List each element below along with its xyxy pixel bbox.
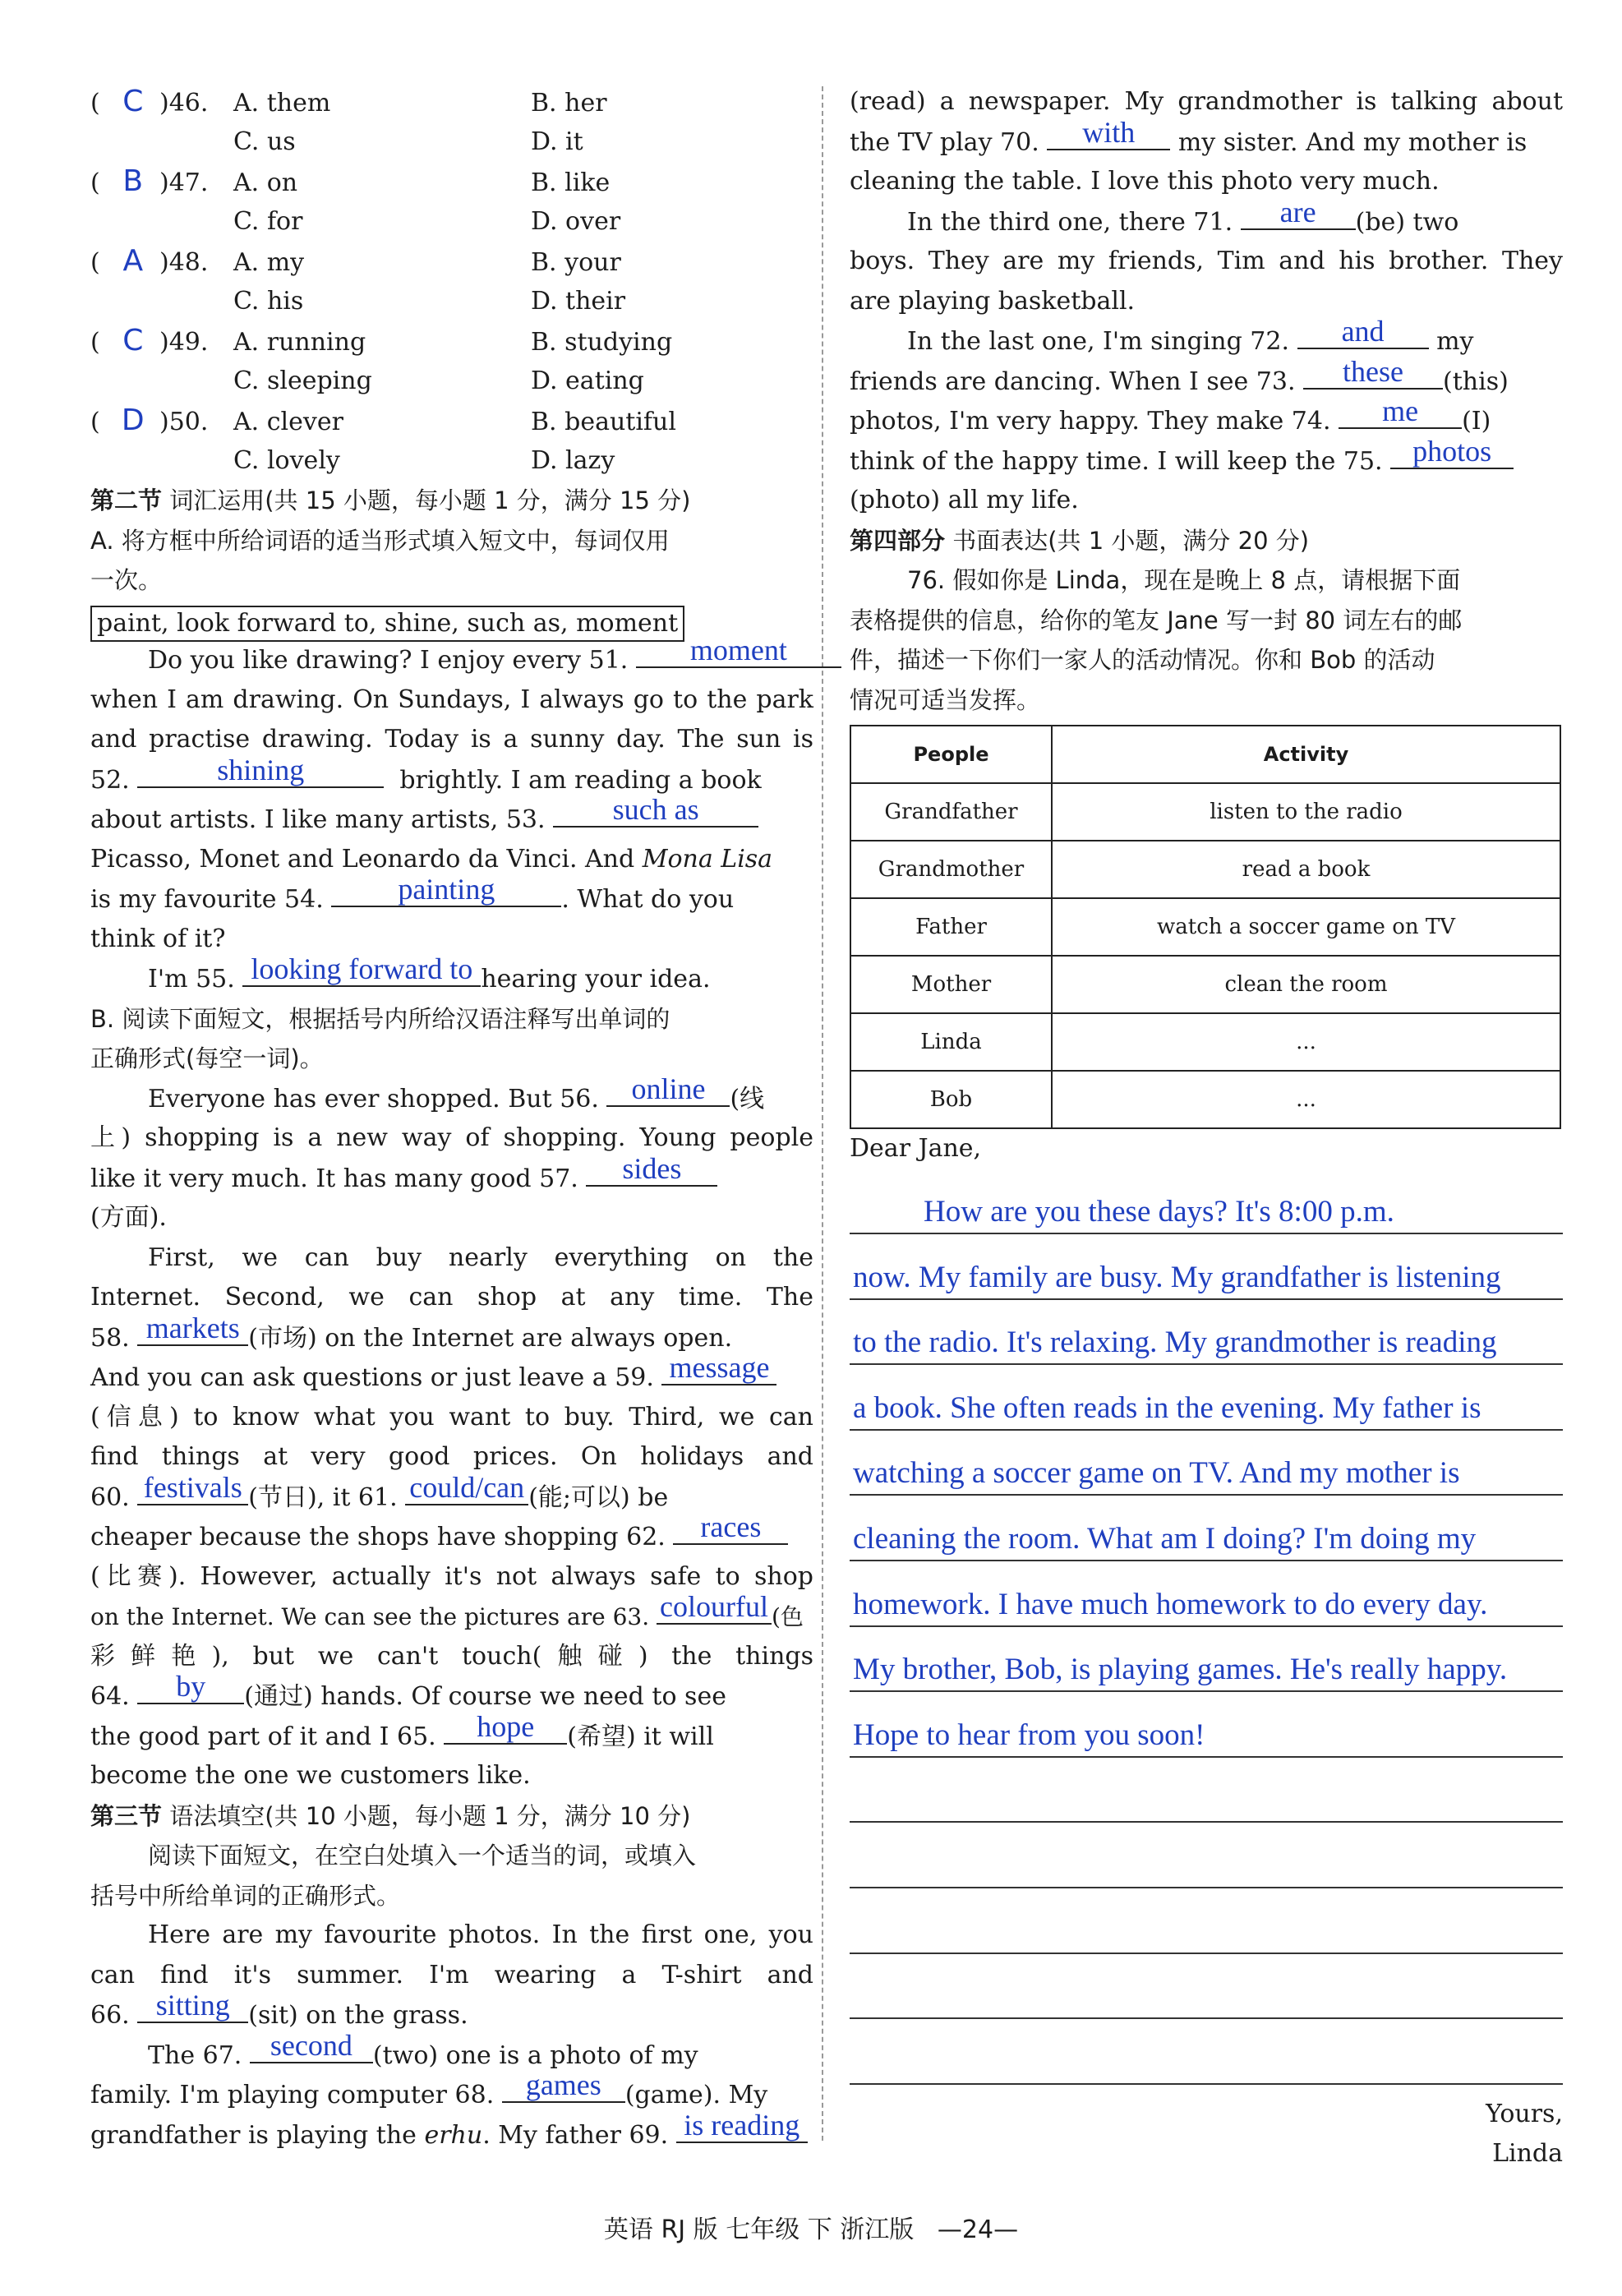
mc-option: A. my — [233, 248, 305, 277]
mc-number: )46. — [159, 89, 209, 118]
answer-blank-51: moment — [636, 640, 841, 668]
answer-blank-70: with — [1047, 122, 1170, 150]
text-line: I'm 55. looking forward to hearing your idea. — [148, 952, 711, 994]
mc-option: C. sleeping — [233, 366, 372, 395]
instruction: B. 阅读下面短文，根据括号内所给汉语注释写出单词的 — [90, 1004, 670, 1033]
page-footer — [0, 2209, 1622, 2245]
text-line: and practise drawing. Today is a sunny day. The sun is — [90, 725, 813, 754]
mc-number: )47. — [159, 168, 209, 197]
table-row — [850, 841, 1560, 898]
essay-line: a book. She often reads in the evening. My father is — [850, 1365, 1563, 1431]
text-line: (比赛). However, actually it's not always safe to shop — [90, 1561, 813, 1591]
table-cell: read a book — [1052, 841, 1560, 898]
mc-option: C. for — [233, 206, 303, 236]
essay-line: cleaning the room. What am I doing? I'm doing my — [850, 1496, 1563, 1561]
instruction: 76. 假如你是 Linda，现在是晚上 8 点，请根据下面 — [907, 566, 1461, 594]
mc-option: B. your — [531, 248, 621, 277]
section-heading: 第二节 词汇运用(共 15 小题，每小题 1 分，满分 15 分) — [90, 486, 691, 514]
answer-blank-52: shining — [137, 760, 384, 788]
answer-blank-69: is reading — [676, 2115, 808, 2143]
text-line: think of it? — [90, 924, 226, 953]
text-line: about artists. I like many artists, 53. such as — [90, 800, 813, 840]
mc-option: B. like — [531, 168, 611, 197]
text-line: the good part of it and I 65. hope (希望) it will — [90, 1709, 714, 1751]
mc-answer: C — [122, 85, 144, 118]
answer-blank-65: hope — [444, 1717, 567, 1745]
answer-blank-67: second — [250, 2036, 373, 2063]
text-line: is my favourite 54. painting . What do you — [90, 873, 735, 914]
page-number: —24— — [937, 2215, 1019, 2244]
table-cell: Mother — [850, 956, 1052, 1013]
right-column — [850, 82, 1563, 2174]
text-line: family. I'm playing computer 68. games (game). My — [90, 2068, 768, 2109]
answer-blank-68: games — [502, 2075, 625, 2103]
left-column — [90, 82, 813, 2155]
table-cell: watch a soccer game on TV — [1052, 898, 1560, 956]
essay-line: Hope to hear from you soon! — [850, 1692, 1563, 1758]
answer-blank-53: such as — [553, 800, 758, 828]
table-row — [850, 1013, 1560, 1071]
essay-line: watching a soccer game on TV. And my mother is — [850, 1431, 1563, 1496]
text-line: grandfather is playing the erhu. My father 69. is reading — [90, 2115, 813, 2155]
mc-option: D. eating — [531, 366, 644, 395]
instruction: 括号中所给单词的正确形式。 — [90, 1881, 401, 1910]
essay-line — [850, 1888, 1563, 1954]
answer-blank-58: markets — [137, 1318, 248, 1346]
mc-option: A. on — [233, 168, 298, 197]
text-line: (photo) all my life. — [850, 486, 1079, 514]
multiple-choice-block — [90, 82, 813, 481]
text-line: 60. festivals (节日), it 61. could/can (能;可以) be — [90, 1470, 669, 1512]
answer-blank-74: me — [1339, 401, 1462, 429]
essay-line: My brother, Bob, is playing games. He's really happy. — [850, 1627, 1563, 1693]
text-line: The 67. second (two) one is a photo of my — [148, 2028, 698, 2070]
answer-blank-73: these — [1303, 362, 1443, 390]
mc-number: )48. — [159, 248, 209, 277]
instruction: 件，描述一下你们一家人的活动情况。你和 Bob 的活动 — [850, 646, 1435, 674]
text-line: 64. by (通过) hands. Of course we need to see — [90, 1670, 726, 1711]
text-line: 上) shopping is a new way of shopping. Young people — [90, 1123, 813, 1152]
text-line: (read) a newspaper. My grandmother is talking about — [850, 87, 1563, 116]
table-row — [850, 956, 1560, 1013]
mc-option: C. us — [233, 127, 296, 156]
table-row — [850, 898, 1560, 956]
text-line: 彩鲜艳), but we can't touch(触碰) the things — [90, 1641, 813, 1671]
table-cell: Grandfather — [850, 783, 1052, 841]
mc-option: A. running — [233, 328, 366, 357]
answer-blank-54: painting — [331, 879, 561, 907]
letter-closing: Yours, — [1486, 2099, 1563, 2128]
letter-salutation: Dear Jane, — [850, 1134, 982, 1163]
essay-line — [850, 2019, 1563, 2085]
activity-table — [850, 725, 1561, 1129]
text-line: Everyone has ever shopped. But 56. online (线 — [148, 1072, 765, 1113]
text-line: friends are dancing. When I see 73. these (this) — [850, 354, 1509, 396]
mc-row: ( D )50. A. clever B. beautiful — [90, 401, 813, 441]
mc-option: C. his — [233, 286, 304, 316]
text-line: on the Internet. We can see the pictures are 63. colourful (色 — [90, 1590, 804, 1630]
answer-blank-55: looking forward to — [242, 959, 481, 987]
mc-option: D. their — [531, 286, 626, 316]
instruction: 阅读下面短文，在空白处填入一个适当的词，或填入 — [148, 1842, 697, 1870]
table-header: People — [850, 726, 1052, 783]
word-box: paint, look forward to, shine, such as, moment — [90, 606, 684, 642]
mc-row — [90, 362, 813, 402]
instruction: 一次。 — [90, 566, 163, 594]
instruction: A. 将方框中所给词语的适当形式填入短文中，每词仅用 — [90, 526, 670, 555]
mc-option: D. over — [531, 206, 621, 236]
answer-blank-60: festivals — [137, 1478, 248, 1505]
text-line: Here are my favourite photos. In the first one, you — [148, 1920, 813, 1949]
text-line: 52. shining brightly. I am reading a book — [90, 753, 762, 795]
mc-answer: B — [122, 164, 144, 198]
mc-option: D. lazy — [531, 445, 615, 475]
table-header-row — [850, 726, 1560, 783]
table-cell: listen to the radio — [1052, 783, 1560, 841]
column-divider — [822, 86, 823, 2141]
table-row — [850, 1071, 1560, 1128]
mc-option: B. beautiful — [531, 408, 676, 436]
mc-option: D. it — [531, 127, 583, 156]
text-line: the TV play 70. with my sister. And my mother is — [850, 115, 1528, 157]
text-line: find things at very good prices. On holidays and — [90, 1442, 813, 1471]
text-line: boys. They are my friends, Tim and his brother. They — [850, 247, 1563, 275]
mc-answer: C — [122, 324, 144, 357]
answer-blank-63: colourful — [657, 1597, 772, 1625]
text-line: (信息) to know what you want to buy. Third, we can — [90, 1402, 813, 1432]
mc-row: ( C )49. A. running B. studying — [90, 321, 813, 362]
essay-line — [850, 1823, 1563, 1888]
table-cell: Father — [850, 898, 1052, 956]
letter-signature: Linda — [1492, 2139, 1563, 2169]
mc-row: ( A )48. A. my B. your — [90, 242, 813, 282]
mc-row: ( B )47. A. on B. like — [90, 162, 813, 202]
mc-row: ( C )46. A. them B. her — [90, 82, 813, 122]
mc-number: )49. — [159, 328, 209, 357]
essay-line: How are you these days? It's 8:00 p.m. — [850, 1169, 1563, 1235]
essay-line — [850, 1954, 1563, 2020]
table-row — [850, 783, 1560, 841]
mc-answer: D — [121, 403, 145, 437]
text-line: become the one we customers like. — [90, 1761, 531, 1790]
essay-line: homework. I have much homework to do every day. — [850, 1561, 1563, 1627]
essay-line — [850, 1758, 1563, 1823]
instruction: 正确形式(每空一词)。 — [90, 1044, 324, 1072]
mc-answer: A — [122, 244, 144, 278]
table-cell: clean the room — [1052, 956, 1560, 1013]
mc-row — [90, 441, 813, 482]
text-line: (方面). — [90, 1203, 167, 1232]
text-line: cheaper because the shops have shopping 62. races — [90, 1517, 813, 1557]
text-line: like it very much. It has many good 57. sides — [90, 1159, 813, 1199]
text-line: First, we can buy nearly everything on the — [148, 1243, 813, 1272]
table-cell: Bob — [850, 1071, 1052, 1128]
text-line: cleaning the table. I love this photo very much. — [850, 167, 1440, 196]
text-line: In the third one, there 71. are (be) two — [907, 195, 1459, 237]
table-cell: Linda — [850, 1013, 1052, 1071]
answer-blank-59: message — [661, 1358, 776, 1385]
answer-blank-56: online — [606, 1079, 730, 1107]
table-cell: Grandmother — [850, 841, 1052, 898]
text-line: Do you like drawing? I enjoy every 51. moment — [90, 640, 813, 680]
table-cell: ... — [1052, 1013, 1560, 1071]
essay-line: to the radio. It's relaxing. My grandmother is reading — [850, 1300, 1563, 1366]
mc-row — [90, 282, 813, 322]
mc-option: A. clever — [233, 408, 343, 436]
answer-blank-71: are — [1241, 202, 1356, 230]
text-line: Picasso, Monet and Leonardo da Vinci. And Mona Lisa — [90, 844, 773, 874]
text-line: 66. sitting (sit) on the grass. — [90, 1989, 468, 2030]
text-line: think of the happy time. I will keep the 75. photos — [850, 441, 1563, 482]
instruction: 表格提供的信息，给你的笔友 Jane 写一封 80 词左右的邮 — [850, 606, 1463, 634]
essay-line: now. My family are busy. My grandfather is listening — [850, 1234, 1563, 1300]
text-line: 58. markets (市场) on the Internet are always open. — [90, 1311, 733, 1353]
table-header: Activity — [1052, 726, 1560, 783]
answer-blank-57: sides — [586, 1159, 717, 1187]
mc-number: )50. — [159, 408, 209, 436]
mc-option: C. lovely — [233, 445, 340, 475]
mc-option: A. them — [233, 89, 331, 118]
table-cell: ... — [1052, 1071, 1560, 1128]
mc-option: B. her — [531, 89, 607, 118]
answer-blank-64: by — [137, 1676, 244, 1704]
text-line: are playing basketball. — [850, 286, 1136, 316]
answer-blank-66: sitting — [137, 1995, 248, 2023]
essay-lines — [850, 1169, 1563, 2085]
text-line: photos, I'm very happy. They make 74. me (I) — [850, 394, 1491, 436]
answer-blank-62: races — [673, 1517, 788, 1545]
answer-blank-72: and — [1297, 321, 1429, 349]
section-heading: 第四部分 书面表达(共 1 小题，满分 20 分) — [850, 526, 1310, 555]
mc-option: B. studying — [531, 328, 673, 357]
text-line: can find it's summer. I'm wearing a T-shirt and — [90, 1960, 813, 1989]
footer-title: 英语 RJ 版 七年级 下 浙江版 — [603, 2215, 915, 2244]
mc-row — [90, 202, 813, 242]
text-line: Internet. Second, we can shop at any time. The — [90, 1283, 813, 1312]
answer-blank-75: photos — [1390, 441, 1514, 469]
text-line: In the last one, I'm singing 72. and my — [907, 315, 1474, 356]
mc-row — [90, 122, 813, 163]
text-line: when I am drawing. On Sundays, I always go to the park — [90, 685, 813, 714]
text-line: And you can ask questions or just leave a 59. message — [90, 1358, 813, 1398]
answer-blank-61: could/can — [405, 1478, 528, 1505]
instruction: 情况可适当发挥。 — [850, 685, 1041, 714]
section-heading: 第三节 语法填空(共 10 小题，每小题 1 分，满分 10 分) — [90, 1801, 691, 1830]
